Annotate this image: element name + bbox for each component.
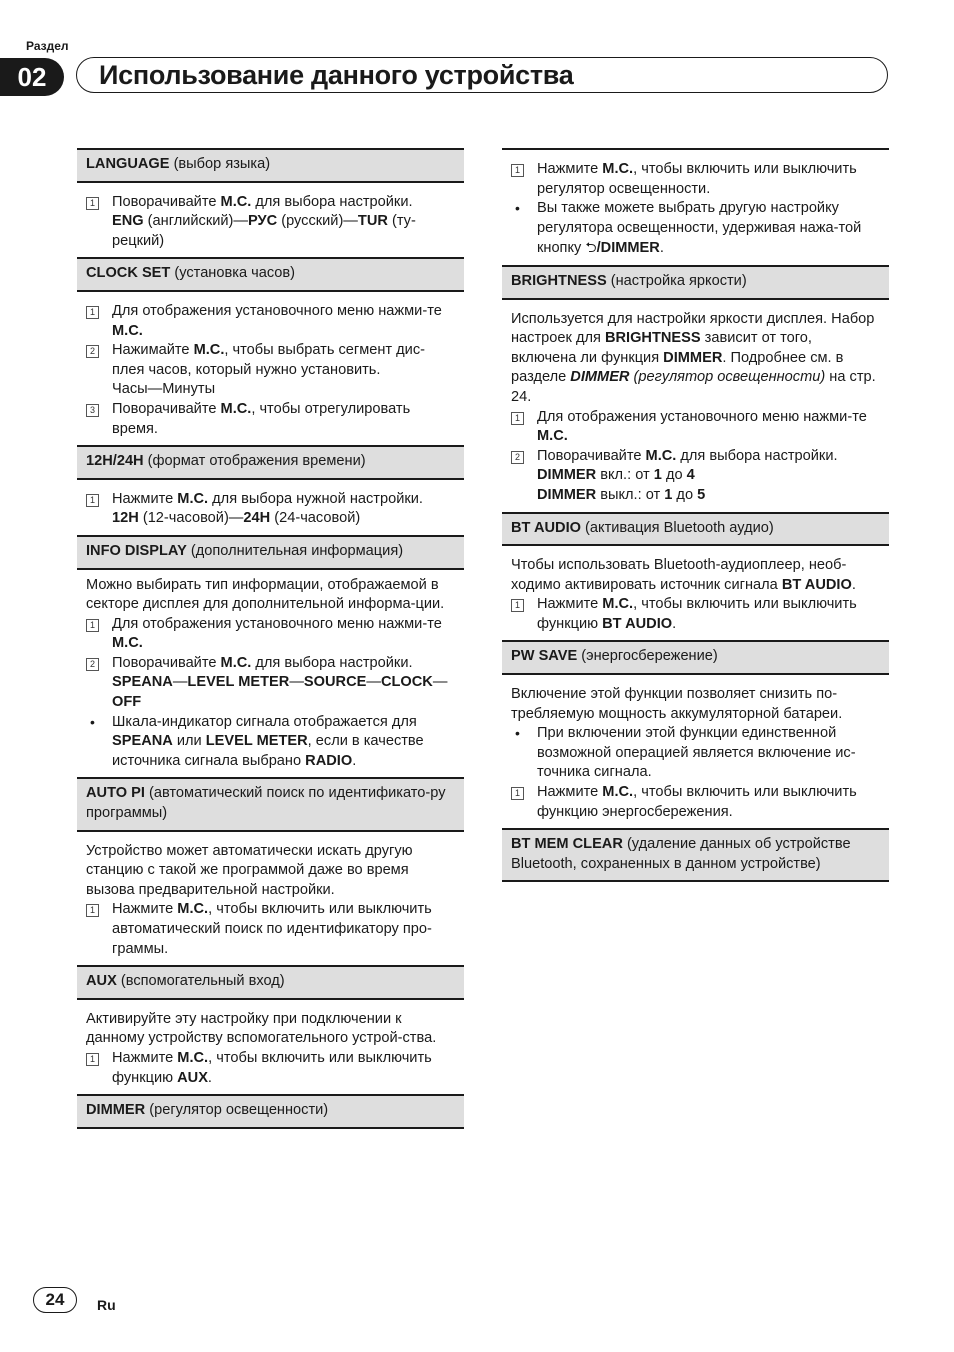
left-column: [77, 148, 464, 1129]
step-number: 1: [86, 197, 99, 210]
step-item: 1 Нажмите M.C., чтобы включить или выключить автоматический поиск по идентификатору про-граммы.: [86, 900, 455, 959]
section-body-auto-pi: [77, 832, 464, 966]
step-item: 1 Нажмите M.C., чтобы включить или выключить функцию энергосбережения.: [511, 783, 880, 822]
section-header-12h-24h: 12H/24H (формат отображения времени): [77, 445, 464, 480]
intro-paragraph: Активируйте эту настройку при подключении к данному устройству вспомогательного устрой-ства.: [86, 1010, 437, 1047]
bullet: •: [515, 725, 520, 742]
step-item: 2 Поворачивайте M.C. для выбора настройки. SPEANA—LEVEL METER—SOURCE—CLOCK—OFF: [86, 654, 455, 713]
bullet: •: [515, 200, 520, 217]
section-body-language: [77, 183, 464, 258]
step-item: 1 Поворачивайте M.C. для выбора настройки. ENG (английский)—РУС (русский)—TUR (ту-рецкий): [86, 193, 455, 252]
step-item: 1 Нажмите M.C. для выбора нужной настройки. 12H (12-часовой)—24H (24-часовой): [86, 490, 455, 529]
section-body-12h-24h: [77, 480, 464, 535]
bullet: •: [90, 713, 95, 730]
language-code: Ru: [97, 1297, 116, 1313]
step-number: 1: [86, 494, 99, 507]
section-label: Раздел: [26, 39, 69, 53]
right-column: [502, 148, 889, 882]
section-body-info-display: [77, 570, 464, 778]
intro-paragraph: Устройство может автоматически искать другую станцию с такой же программой даже во время вызова предварительной настройки.: [86, 842, 413, 898]
intro-paragraph: Включение этой функции позволяет снизить по-требляемую мощность аккумуляторной батареи.: [511, 686, 843, 722]
step-number: 1: [86, 619, 99, 632]
step-item: 3 Поворачивайте M.C., чтобы отрегулировать время.: [86, 400, 455, 439]
step-item: 1 Для отображения установочного меню нажми-те M.C.: [511, 408, 880, 447]
section-header-bt-mem-clear: BT MEM CLEAR (удаление данных об устройстве Bluetooth, сохраненных в данном устройстве): [502, 828, 889, 882]
step-item: 1 Нажмите M.C., чтобы включить или выключить функцию AUX.: [86, 1049, 455, 1088]
step-item: 1 Для отображения установочного меню нажми-те M.C.: [86, 302, 455, 341]
step-number: 2: [86, 345, 99, 358]
section-number-badge: 02: [0, 58, 64, 96]
page-title-frame: [76, 57, 888, 93]
page-title: Использование данного устройства: [99, 60, 574, 90]
section-body-clock-set: [77, 292, 464, 445]
section-header-language: LANGUAGE (выбор языка): [77, 148, 464, 183]
section-header-clock-set: CLOCK SET (установка часов): [77, 257, 464, 292]
section-body-brightness: [502, 300, 889, 512]
section-header-bt-audio: BT AUDIO (активация Bluetooth аудио): [502, 512, 889, 547]
step-number: 1: [86, 904, 99, 917]
section-body-dimmer: [502, 150, 889, 265]
note-item: • Шкала-индикатор сигнала отображается для SPEANA или LEVEL METER, если в качестве источника сигнала выбрано RADIO.: [90, 713, 424, 769]
back-arrow-icon: ⮌: [585, 239, 597, 256]
step-number: 2: [511, 451, 524, 464]
step-number: 1: [511, 787, 524, 800]
intro-paragraph: Используется для настройки яркости дисплея. Набор настроек для BRIGHTNESS зависит от того, включена ли функция DIMMER. Подробнее см. в разделе DIMMER (регулятор освещенности) на стр. 24.: [511, 310, 876, 405]
section-header-dimmer: DIMMER (регулятор освещенности): [77, 1094, 464, 1129]
section-header-brightness: BRIGHTNESS (настройка яркости): [502, 265, 889, 300]
step-number: 1: [511, 599, 524, 612]
step-item: 2 Нажимайте M.C., чтобы выбрать сегмент дис-плея часов, который нужно установить. Часы—Минуты: [86, 341, 455, 400]
section-header-info-display: INFO DISPLAY (дополнительная информация): [77, 535, 464, 570]
step-number: 1: [86, 306, 99, 319]
section-header-aux: AUX (вспомогательный вход): [77, 965, 464, 1000]
section-header-pw-save: PW SAVE (энергосбережение): [502, 640, 889, 675]
step-item: 2 Поворачивайте M.C. для выбора настройки. DIMMER вкл.: от 1 до 4 DIMMER выкл.: от 1 до 5: [511, 447, 880, 506]
section-header-auto-pi: AUTO PI (автоматический поиск по идентификато-ру программы): [77, 777, 464, 831]
step-item: 1 Нажмите M.C., чтобы включить или выключить регулятор освещенности.: [511, 160, 880, 199]
step-number: 1: [86, 1053, 99, 1066]
step-item: 1 Нажмите M.C., чтобы включить или выключить функцию BT AUDIO.: [511, 595, 880, 634]
intro-paragraph: Чтобы использовать Bluetooth-аудиоплеер, необ-ходимо активировать источник сигнала BT AUDIO.: [511, 557, 856, 593]
intro-paragraph: Можно выбирать тип информации, отображаемой в секторе дисплея для дополнительной информа-ции.: [86, 576, 445, 613]
note-item: • При включении этой функции единственной возможной операцией является включение ис-точника сигнала.: [515, 725, 856, 781]
note-item: • Вы также можете выбрать другую настройку регулятора освещенности, удерживая нажа-той кнопку ⮌/DIMMER.: [515, 200, 862, 257]
step-number: 3: [86, 404, 99, 417]
step-number: 1: [511, 412, 524, 425]
page-number: 24: [33, 1287, 77, 1313]
step-number: 1: [511, 164, 524, 177]
step-number: 2: [86, 658, 99, 671]
section-body-aux: [77, 1000, 464, 1094]
section-body-bt-audio: [502, 546, 889, 640]
section-body-pw-save: [502, 675, 889, 828]
step-item: 1 Для отображения установочного меню нажми-те M.C.: [86, 615, 455, 654]
